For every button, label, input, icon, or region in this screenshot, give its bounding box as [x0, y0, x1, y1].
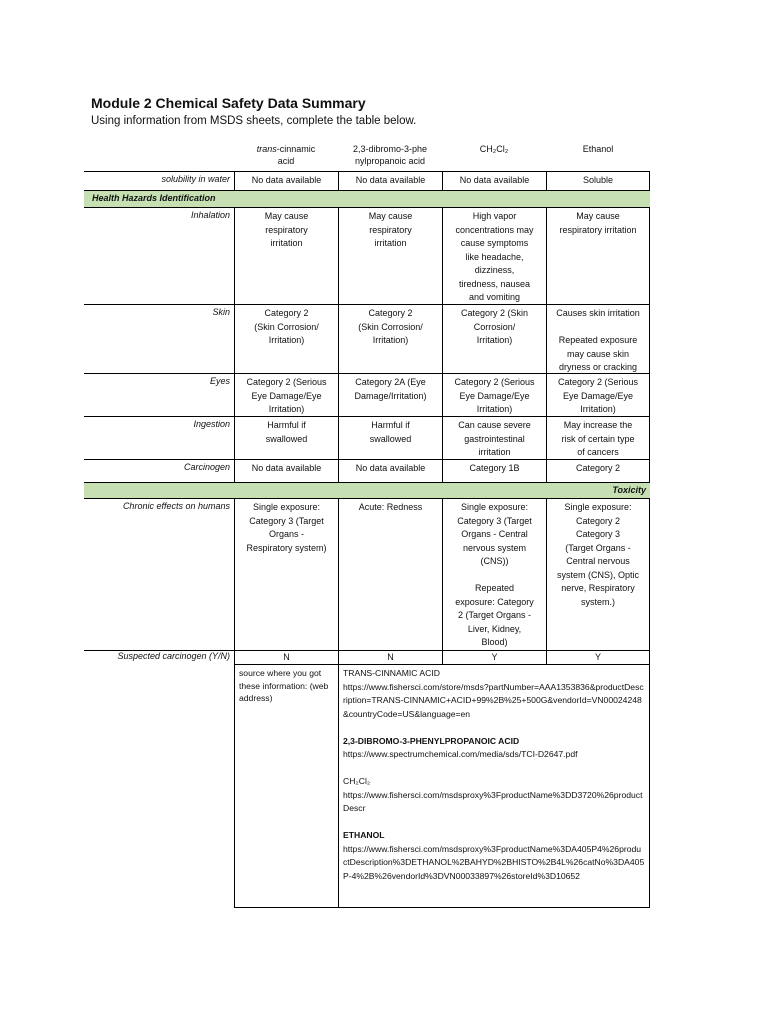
row-label: solubility in water [161, 174, 230, 184]
table-cell: May cause respiratory irritation [338, 208, 442, 304]
table-cell: Category 2 (Serious Eye Damage/Eye Irritation) [546, 374, 650, 416]
table-cell: May cause respiratory irritation [234, 208, 338, 304]
source-heading: 2,3-DIBROMO-3-PHENYLPROPANOIC ACID [343, 735, 520, 746]
health-hazards-band: Health Hazards Identification [84, 190, 650, 207]
row-label: Inhalation [190, 210, 230, 220]
source-heading: ETHANOL [343, 830, 385, 840]
source-entry [343, 775, 645, 816]
suspected-carcinogen-row [84, 650, 650, 664]
table-cell: Acute: Redness [338, 499, 442, 650]
source-entry [343, 735, 645, 762]
carcinogen-row [84, 459, 650, 482]
header-spacer [84, 143, 234, 171]
table-cell: Category 2 (Skin Corrosion/ Irritation) [442, 305, 546, 373]
table-cell: Category 2 (Skin Corrosion/ Irritation) [234, 305, 338, 373]
eyes-row [84, 373, 650, 416]
source-entry [343, 667, 645, 721]
table-cell: No data available [234, 172, 338, 190]
row-label: Skin [212, 307, 230, 317]
table-cell: Harmful if swallowed [234, 417, 338, 459]
source-url: https://www.fishersci.com/msdsproxy%3FproductName%3DD3720%26productDescr [343, 789, 643, 813]
skin-row [84, 304, 650, 373]
table-cell: Harmful if swallowed [338, 417, 442, 459]
table-cell: Category 2A (Eye Damage/Irritation) [338, 374, 442, 416]
table-cell: Y [546, 651, 650, 664]
page-subtitle: Using information from MSDS sheets, complete the table below. [91, 115, 417, 127]
table-cell: Soluble [546, 172, 650, 190]
table-cell: Category 2 [546, 460, 650, 482]
table-cell: Causes skin irritation Repeated exposure may cause skin dryness or cracking [546, 305, 650, 373]
solubility-row [84, 171, 650, 190]
source-url: https://www.spectrumchemical.com/media/sds/TCI-D2647.pdf [343, 749, 578, 759]
source-entry [343, 829, 645, 883]
column-header-dibromo [338, 143, 442, 171]
table-cell: Can cause severe gastrointestinal irritation [442, 417, 546, 459]
table-cell: Category 2 (Serious Eye Damage/Eye Irritation) [442, 374, 546, 416]
row-label: Eyes [209, 376, 230, 386]
table-cell: Category 2 (Skin Corrosion/ Irritation) [338, 305, 442, 373]
table-cell: High vapor concentrations may cause symptoms like headache, dizziness, tiredness, nausea and vomiting [442, 208, 546, 304]
source-heading: TRANS-CINNAMIC ACID [343, 668, 440, 678]
header-row [84, 143, 650, 171]
row-label: Carcinogen [183, 462, 230, 472]
column-header-ethanol [546, 143, 650, 171]
source-url: https://www.fishersci.com/msdsproxy%3FproductName%3DA405P4%26productDescription%3DETHANOL%2BAHYD%2BHISTO%2B4L%26catNo%3DA405P-4%2B%26vendorId%3DVN00033897%26storeId%3D10652 [343, 843, 645, 881]
table-cell: May increase the risk of certain type of cancers [546, 417, 650, 459]
row-label: Chronic effects on humans [122, 501, 230, 511]
table-cell: Single exposure: Category 3 (Target Organs - Respiratory system) [234, 499, 338, 650]
row-label: Ingestion [193, 419, 230, 429]
column-header-prefix: trans [256, 144, 277, 154]
source-label: source where you got these information: (web address) [234, 664, 338, 908]
inhalation-row [84, 207, 650, 304]
column-header-name: Ethanol [582, 144, 614, 154]
column-header-ch2cl2 [442, 143, 546, 171]
column-header-name: 2,3-dibromo-3-phe nylpropanoic acid [352, 144, 428, 166]
source-url: https://www.fishersci.com/store/msds?partNumber=AAA1353836&productDescription=TRANS-CINNAMIC+ACID+99%2B%25+500G&vendorId=VN00024248&countryCode=US&language=en [343, 681, 644, 719]
table-cell: No data available [234, 460, 338, 482]
table-cell: No data available [442, 172, 546, 190]
source-row [84, 664, 650, 908]
row-label: Suspected carcinogen (Y/N) [117, 651, 230, 661]
toxicity-band: Toxicity [84, 482, 650, 498]
source-heading: CH₂Cl₂ [343, 776, 371, 786]
table-cell: No data available [338, 172, 442, 190]
table-cell: Single exposure: Category 2 Category 3 (Target Organs - Central nervous system (CNS), Optic nerve, Respiratory system.) [546, 499, 650, 650]
table-cell: Category 2 (Serious Eye Damage/Eye Irritation) [234, 374, 338, 416]
column-header-name: CH₂Cl₂ [479, 144, 509, 154]
table-cell: May cause respiratory irritation [546, 208, 650, 304]
table-cell: Single exposure: Category 3 (Target Organs - Central nervous system (CNS)) Repeated exposure: Category 2 (Target Organs - Liver, Kidney, Blood) [442, 499, 546, 650]
table-cell: Category 1B [442, 460, 546, 482]
page-title: Module 2 Chemical Safety Data Summary [91, 95, 366, 111]
table-cell: No data available [338, 460, 442, 482]
table-cell: N [234, 651, 338, 664]
chronic-effects-row [84, 498, 650, 650]
table-cell: N [338, 651, 442, 664]
column-header-cinnamic [234, 143, 338, 171]
source-spacer [84, 664, 234, 908]
column-header-name: -cinnamic acid [276, 144, 316, 166]
source-references [338, 664, 650, 908]
safety-data-table [84, 143, 650, 908]
ingestion-row [84, 416, 650, 459]
table-cell: Y [442, 651, 546, 664]
